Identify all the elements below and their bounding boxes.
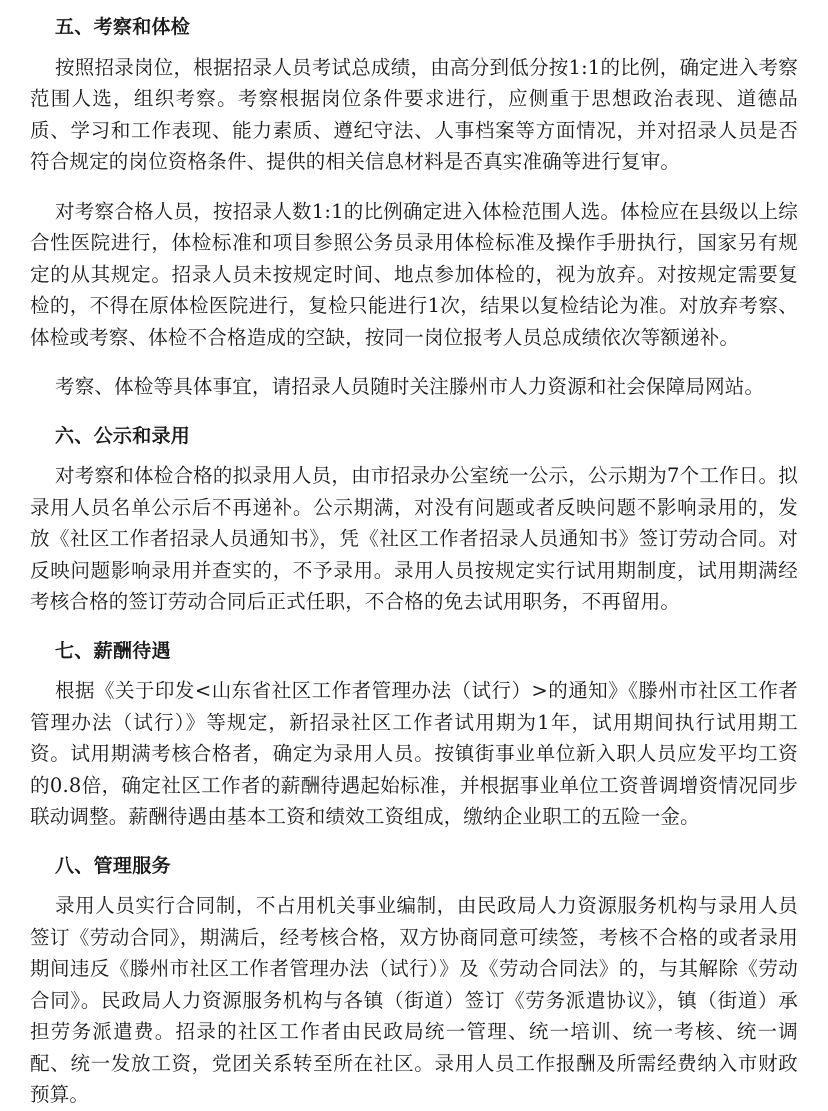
section-heading: 五、考察和体检 xyxy=(55,16,191,38)
section-heading: 六、公示和录用 xyxy=(55,424,191,447)
paragraph: 考察、体检等具体事宜，请招录人员随时关注滕州市人力资源和社会保障局网站。 xyxy=(55,375,765,398)
section-management xyxy=(30,851,798,1111)
section-salary xyxy=(30,636,798,833)
paragraph: 根据《关于印发<山东省社区工作者管理办法（试行）>的通知》《滕州市社区工作者管理办法（试行）》等规定，新招录社区工作者试用期为1年，试用期间执行试用期工资。试用期满考核合格者，确定为录用人员。按镇街事业单位新入职人员应发平均工资的0.8倍，确定社区工作者的薪酬待遇起始标准，并根据事业单位工资普调增资情况同步联动调整。薪酬待遇由基本工资和绩效工资组成，缴纳企业职工的五险一金。 xyxy=(30,679,798,828)
section-heading: 八、管理服务 xyxy=(55,854,171,877)
paragraph: 录用人员实行合同制，不占用机关事业编制，由民政局人力资源服务机构与录用人员签订《劳动合同》，期满后，经考核合格，双方协商同意可续签，考核不合格的或者录用期间违反《滕州市社区工作者管理办法（试行）》及《劳动合同法》的，与其解除《劳动合同》。民政局人力资源服务机构与各镇（街道）签订《劳务派遣协议》，镇（街道）承担劳务派遣费。招录的社区工作者由民政局统一管理、统一培训、统一考核、统一调配、统一发放工资，党团关系转至所在社区。录用人员工作报酬及所需经费纳入市财政预算。 xyxy=(30,894,798,1106)
section-publicity-hiring xyxy=(30,421,798,618)
paragraph: 按照招录岗位，根据招录人员考试总成绩，由高分到低分按1:1的比例，确定进入考察范围人选，组织考察。考察根据岗位条件要求进行，应侧重于思想政治表现、道德品质、学习和工作表现、能力素质、遵纪守法、人事档案等方面情况，并对招录人员是否符合规定的岗位资格条件、提供的相关信息材料是否真实准确等进行复审。 xyxy=(30,55,798,173)
section-inspection-medical xyxy=(30,12,798,403)
paragraph: 对考察合格人员，按招录人数1:1的比例确定进入体检范围人选。体检应在县级以上综合性医院进行，体检标准和项目参照公务员录用体检标准及操作手册执行，国家另有规定的从其规定。招录人员未按规定时间、地点参加体检的，视为放弃。对按规定需要复检的，不得在原体检医院进行，复检只能进行1次，结果以复检结论为准。对放弃考察、体检或考察、体检不合格造成的空缺，按同一岗位报考人员总成绩依次等额递补。 xyxy=(30,199,798,349)
paragraph: 对考察和体检合格的拟录用人员，由市招录办公室统一公示，公示期为7个工作日。拟录用人员名单公示后不再递补。公示期满，对没有问题或者反映问题不影响录用的，发放《社区工作者招录人员通知书》，凭《社区工作者招录人员通知书》签订劳动合同。对反映问题影响录用并查实的，不予录用。录用人员按规定实行试用期制度，试用期满经考核合格的签订劳动合同后正式任职，不合格的免去试用职务，不再留用。 xyxy=(30,464,798,613)
section-heading: 七、薪酬待遇 xyxy=(55,639,171,662)
